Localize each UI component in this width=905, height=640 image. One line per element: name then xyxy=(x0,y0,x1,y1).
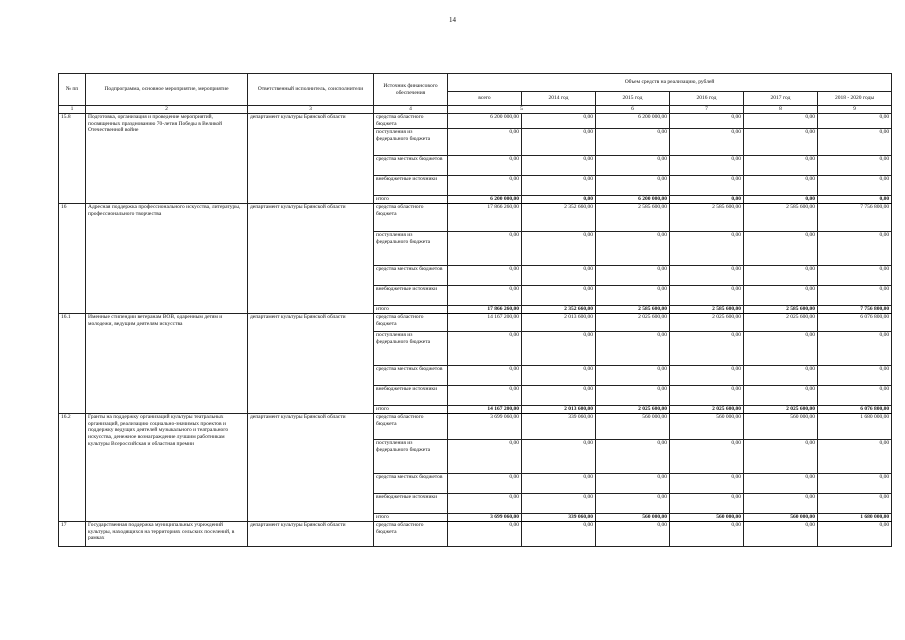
amount-cell: 6 076 800,00 xyxy=(818,313,892,331)
amount-cell: 0,00 xyxy=(522,155,596,175)
column-number: 4 xyxy=(374,106,448,114)
amount-cell: 17 866 260,00 xyxy=(448,305,522,313)
activity-name: Подготовка, организация и проведение мероприятий, посвященных празднованию 70-летия Победы в Великой Отечественной войне xyxy=(86,113,248,203)
amount-cell: 0,00 xyxy=(744,385,818,405)
amount-cell: 0,00 xyxy=(596,128,670,155)
amount-cell: 0,00 xyxy=(670,439,744,473)
amount-cell: 0,00 xyxy=(744,128,818,155)
amount-cell: 6 200 000,00 xyxy=(596,113,670,128)
table-row xyxy=(59,413,892,439)
amount-cell: 0,00 xyxy=(522,195,596,203)
amount-cell: 2 585 600,00 xyxy=(596,305,670,313)
amount-cell: 0,00 xyxy=(522,473,596,493)
amount-cell: 2 352 660,00 xyxy=(522,305,596,313)
header-year: 2015 год xyxy=(596,92,670,106)
amount-cell: 6 200 000,00 xyxy=(448,113,522,128)
amount-cell: 0,00 xyxy=(522,175,596,195)
amount-cell: 0,00 xyxy=(818,285,892,305)
column-number: 1 xyxy=(59,106,86,114)
funding-source: внебюджетные источники xyxy=(374,175,448,195)
amount-cell: 0,00 xyxy=(818,155,892,175)
header-executor: Ответственный исполнитель, соисполнители xyxy=(248,74,374,106)
amount-cell: 0,00 xyxy=(744,113,818,128)
amount-cell: 0,00 xyxy=(522,331,596,365)
activity-name: Адресная поддержка профессионального искусства, литературы, профессионального творчества xyxy=(86,203,248,313)
row-number: 15.8 xyxy=(59,113,86,203)
amount-cell: 6 076 800,00 xyxy=(818,405,892,413)
amount-cell: 0,00 xyxy=(670,365,744,385)
activity-name: Гранты на поддержку организаций культуры театральных организаций, реализацию социально-значимых проектов и поддержку ведущих деятелей музыкального и театрального искусства, денежное вознаграждение лучшим работникам культуры Всероссийская и областная премии xyxy=(86,413,248,521)
amount-cell: 0,00 xyxy=(448,493,522,513)
row-number: 16 xyxy=(59,203,86,313)
amount-cell: 0,00 xyxy=(818,265,892,285)
amount-cell: 3 699 060,00 xyxy=(448,513,522,521)
amount-cell: 0,00 xyxy=(596,493,670,513)
amount-cell: 0,00 xyxy=(670,285,744,305)
amount-cell: 0,00 xyxy=(596,231,670,265)
amount-cell: 0,00 xyxy=(744,331,818,365)
amount-cell: 2 585 600,00 xyxy=(670,305,744,313)
amount-cell: 2 013 600,00 xyxy=(522,313,596,331)
table-row xyxy=(59,313,892,331)
amount-cell: 0,00 xyxy=(818,113,892,128)
funding-source: средства местных бюджетов xyxy=(374,473,448,493)
page-number: 14 xyxy=(449,16,456,24)
table-row xyxy=(59,521,892,546)
amount-cell: 0,00 xyxy=(670,521,744,546)
funding-source: итого xyxy=(374,305,448,313)
executor: департамент культуры Брянской области xyxy=(248,313,374,413)
executor: департамент культуры Брянской области xyxy=(248,113,374,203)
amount-cell: 0,00 xyxy=(596,285,670,305)
amount-cell: 2 013 600,00 xyxy=(522,405,596,413)
amount-cell: 0,00 xyxy=(744,265,818,285)
amount-cell: 7 756 800,00 xyxy=(818,203,892,231)
funding-source: внебюджетные источники xyxy=(374,385,448,405)
amount-cell: 0,00 xyxy=(670,331,744,365)
amount-cell: 0,00 xyxy=(670,155,744,175)
amount-cell: 0,00 xyxy=(744,365,818,385)
amount-cell: 2 025 600,00 xyxy=(670,313,744,331)
table-body xyxy=(59,113,892,546)
amount-cell: 560 000,00 xyxy=(744,413,818,439)
header-year: 2018 - 2020 годы xyxy=(818,92,892,106)
funding-source: поступления из федерального бюджета xyxy=(374,128,448,155)
amount-cell: 2 352 660,00 xyxy=(522,203,596,231)
column-number: 8 xyxy=(744,106,818,114)
amount-cell: 0,00 xyxy=(596,473,670,493)
amount-cell: 0,00 xyxy=(818,331,892,365)
amount-cell: 0,00 xyxy=(670,195,744,203)
funding-source: средства областного бюджета xyxy=(374,113,448,128)
funding-source: внебюджетные источники xyxy=(374,493,448,513)
funding-source: средства областного бюджета xyxy=(374,203,448,231)
header-year: 2014 год xyxy=(522,92,596,106)
amount-cell: 0,00 xyxy=(448,385,522,405)
amount-cell: 0,00 xyxy=(448,473,522,493)
amount-cell: 0,00 xyxy=(744,231,818,265)
amount-cell: 0,00 xyxy=(670,265,744,285)
amount-cell: 339 060,00 xyxy=(522,513,596,521)
amount-cell: 0,00 xyxy=(744,473,818,493)
header-no: № пп xyxy=(59,74,86,106)
budget-table xyxy=(58,73,892,547)
amount-cell: 560 000,00 xyxy=(670,513,744,521)
amount-cell: 17 866 260,00 xyxy=(448,203,522,231)
amount-cell: 560 000,00 xyxy=(596,513,670,521)
executor: департамент культуры Брянской области xyxy=(248,413,374,521)
executor: департамент культуры Брянской области xyxy=(248,521,374,546)
amount-cell: 0,00 xyxy=(596,155,670,175)
amount-cell: 0,00 xyxy=(448,285,522,305)
amount-cell: 0,00 xyxy=(448,331,522,365)
amount-cell: 0,00 xyxy=(522,521,596,546)
executor: департамент культуры Брянской области xyxy=(248,203,374,313)
amount-cell: 0,00 xyxy=(744,155,818,175)
amount-cell: 0,00 xyxy=(670,175,744,195)
column-number: 5 xyxy=(448,106,596,114)
amount-cell: 0,00 xyxy=(596,439,670,473)
amount-cell: 0,00 xyxy=(596,175,670,195)
amount-cell: 0,00 xyxy=(818,385,892,405)
amount-cell: 2 025 600,00 xyxy=(596,405,670,413)
amount-cell: 0,00 xyxy=(596,521,670,546)
column-number: 3 xyxy=(248,106,374,114)
row-number: 16.1 xyxy=(59,313,86,413)
funding-source: средства областного бюджета xyxy=(374,413,448,439)
funding-source: итого xyxy=(374,195,448,203)
header-year: 2017 год xyxy=(744,92,818,106)
column-number: 6 xyxy=(596,106,670,114)
amount-cell: 0,00 xyxy=(522,265,596,285)
amount-cell: 2 025 600,00 xyxy=(744,313,818,331)
amount-cell: 14 167 200,00 xyxy=(448,405,522,413)
amount-cell: 14 167 200,00 xyxy=(448,313,522,331)
amount-cell: 0,00 xyxy=(670,473,744,493)
amount-cell: 0,00 xyxy=(596,331,670,365)
row-number: 17 xyxy=(59,521,86,546)
header-source: Источник финансового обеспечения xyxy=(374,74,448,106)
amount-cell: 0,00 xyxy=(670,113,744,128)
header-volume: Объем средств на реализацию, рублей xyxy=(448,74,892,92)
amount-cell: 0,00 xyxy=(670,128,744,155)
amount-cell: 2 585 600,00 xyxy=(744,203,818,231)
amount-cell: 0,00 xyxy=(744,195,818,203)
header-year: всего xyxy=(448,92,522,106)
amount-cell: 0,00 xyxy=(448,365,522,385)
funding-source: поступления из федерального бюджета xyxy=(374,231,448,265)
amount-cell: 0,00 xyxy=(448,155,522,175)
row-number: 16.2 xyxy=(59,413,86,521)
amount-cell: 0,00 xyxy=(818,473,892,493)
amount-cell: 0,00 xyxy=(818,195,892,203)
amount-cell: 0,00 xyxy=(448,128,522,155)
funding-source: средства местных бюджетов xyxy=(374,155,448,175)
column-number: 9 xyxy=(818,106,892,114)
amount-cell: 339 060,00 xyxy=(522,413,596,439)
amount-cell: 560 000,00 xyxy=(744,513,818,521)
activity-name: Именные стипендии ветеранам ВОВ, одаренным детям и молодежи, ведущим деятелям искусства xyxy=(86,313,248,413)
amount-cell: 0,00 xyxy=(818,231,892,265)
amount-cell: 0,00 xyxy=(522,113,596,128)
funding-source: внебюджетные источники xyxy=(374,285,448,305)
amount-cell: 0,00 xyxy=(670,385,744,405)
amount-cell: 0,00 xyxy=(818,493,892,513)
column-number: 7 xyxy=(670,106,744,114)
amount-cell: 0,00 xyxy=(448,521,522,546)
amount-cell: 0,00 xyxy=(522,385,596,405)
table-row xyxy=(59,113,892,128)
funding-source: поступления из федерального бюджета xyxy=(374,439,448,473)
amount-cell: 0,00 xyxy=(744,521,818,546)
funding-source: поступления из федерального бюджета xyxy=(374,331,448,365)
amount-cell: 560 000,00 xyxy=(670,413,744,439)
amount-cell: 0,00 xyxy=(522,439,596,473)
amount-cell: 2 585 600,00 xyxy=(670,203,744,231)
amount-cell: 0,00 xyxy=(522,128,596,155)
amount-cell: 0,00 xyxy=(818,175,892,195)
amount-cell: 0,00 xyxy=(818,128,892,155)
amount-cell: 0,00 xyxy=(522,493,596,513)
amount-cell: 0,00 xyxy=(744,439,818,473)
amount-cell: 0,00 xyxy=(670,231,744,265)
amount-cell: 0,00 xyxy=(670,493,744,513)
amount-cell: 0,00 xyxy=(448,265,522,285)
amount-cell: 2 025 600,00 xyxy=(596,313,670,331)
amount-cell: 1 680 000,00 xyxy=(818,413,892,439)
amount-cell: 0,00 xyxy=(522,231,596,265)
amount-cell: 1 680 000,00 xyxy=(818,513,892,521)
amount-cell: 0,00 xyxy=(448,231,522,265)
amount-cell: 0,00 xyxy=(818,365,892,385)
funding-source: итого xyxy=(374,405,448,413)
amount-cell: 0,00 xyxy=(596,385,670,405)
header-name: Подпрограмма, основное мероприятие, мероприятие xyxy=(86,74,248,106)
funding-source: средства местных бюджетов xyxy=(374,265,448,285)
column-number: 2 xyxy=(86,106,248,114)
amount-cell: 0,00 xyxy=(448,439,522,473)
amount-cell: 0,00 xyxy=(448,175,522,195)
amount-cell: 0,00 xyxy=(818,439,892,473)
amount-cell: 7 756 800,00 xyxy=(818,305,892,313)
funding-source: итого xyxy=(374,513,448,521)
amount-cell: 0,00 xyxy=(596,365,670,385)
amount-cell: 0,00 xyxy=(818,521,892,546)
amount-cell: 3 699 060,00 xyxy=(448,413,522,439)
amount-cell: 2 585 600,00 xyxy=(596,203,670,231)
amount-cell: 0,00 xyxy=(522,285,596,305)
amount-cell: 6 200 000,00 xyxy=(448,195,522,203)
amount-cell: 0,00 xyxy=(744,493,818,513)
activity-name: Государственная поддержка муниципальных учреждений культуры, находящихся на территориях сельских поселений, в рамках xyxy=(86,521,248,546)
amount-cell: 2 025 600,00 xyxy=(744,405,818,413)
amount-cell: 0,00 xyxy=(744,175,818,195)
amount-cell: 0,00 xyxy=(744,285,818,305)
amount-cell: 2 025 600,00 xyxy=(670,405,744,413)
funding-source: средства областного бюджета xyxy=(374,313,448,331)
funding-source: средства областного бюджета xyxy=(374,521,448,546)
header-year: 2016 год xyxy=(670,92,744,106)
funding-source: средства местных бюджетов xyxy=(374,365,448,385)
table-row xyxy=(59,203,892,231)
amount-cell: 0,00 xyxy=(522,365,596,385)
amount-cell: 6 200 000,00 xyxy=(596,195,670,203)
amount-cell: 2 585 600,00 xyxy=(744,305,818,313)
amount-cell: 0,00 xyxy=(596,265,670,285)
amount-cell: 560 000,00 xyxy=(596,413,670,439)
